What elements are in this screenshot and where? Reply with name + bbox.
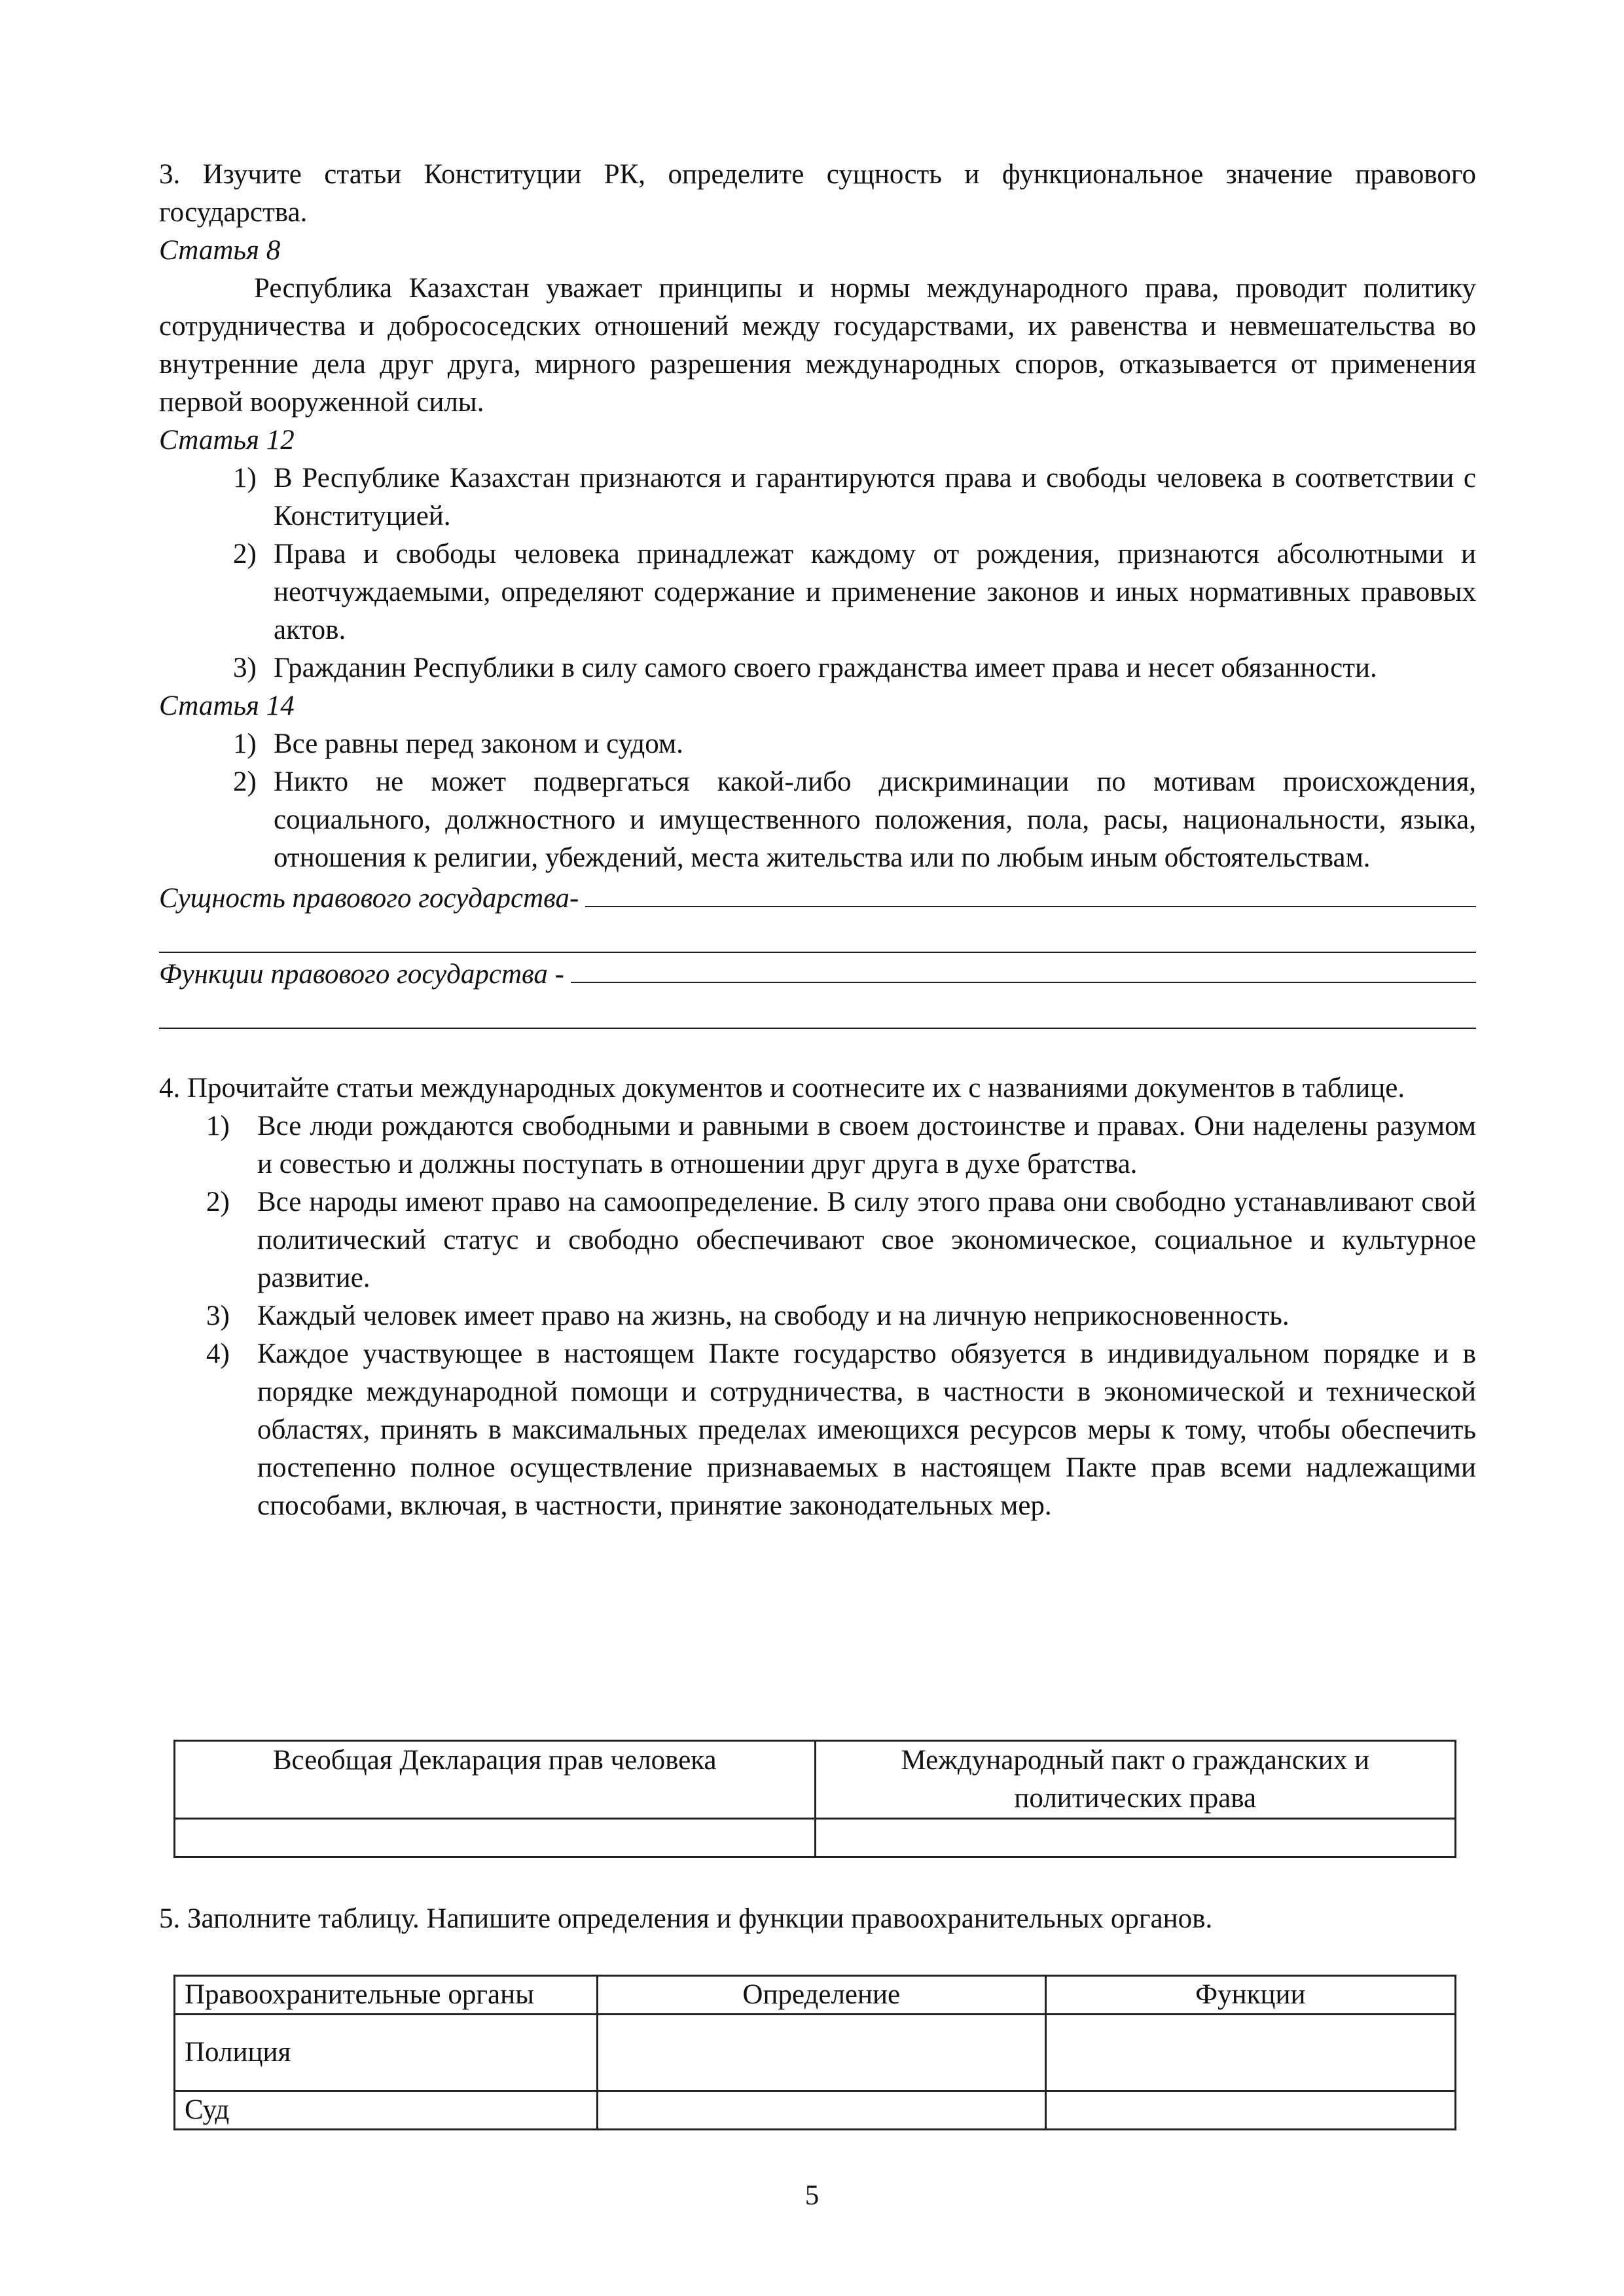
list-item [159, 1183, 1476, 1297]
page-number: 5 [804, 2180, 820, 2211]
list-text: Гражданин Республики в силу самого своего гражданства имеет права и несет обязанности. [274, 653, 1377, 683]
row-label-police: Полиция [175, 2015, 598, 2091]
row-label-court: Суд [175, 2091, 598, 2130]
list-number: 4) [206, 1338, 230, 1369]
list-number: 2) [206, 1187, 230, 1217]
table-header-cell: Функции [1045, 1976, 1455, 2015]
list-item [159, 535, 1476, 649]
article-8-title: Статья 8 [159, 235, 281, 266]
answer-underline-full[interactable] [159, 994, 1476, 1029]
functions-label: Функции правового государства - [159, 959, 564, 990]
article-14-list [159, 725, 1476, 877]
answer-cell[interactable] [175, 1819, 816, 1857]
list-text: Все люди рождаются свободными и равными в своем достоинстве и правах. Они наделены разумом и совестью и должны поступать в отношении друг друга в духе братства. [257, 1111, 1476, 1179]
table-header-cell: Международный пакт о гражданских и политических права [815, 1741, 1456, 1819]
table-header-cell: Всеобщая Декларация прав человека [175, 1741, 816, 1819]
table-header-cell: Правоохранительные органы [175, 1976, 598, 2015]
list-number: 1) [233, 728, 257, 759]
functions-answer-line[interactable] [159, 953, 1476, 994]
article-8-text: Республика Казахстан уважает принципы и нормы международного права, проводит политику сотрудничества и добрососедских отношений между государствами, их равенства и невмешательства во внутренние дела друг друга, мирного разрешения международных споров, отказывается от применения первой вооруженной силы. [159, 273, 1476, 418]
article-14-title: Статья 14 [159, 691, 295, 721]
answer-underline[interactable] [571, 953, 1476, 983]
answer-cell[interactable] [1045, 2015, 1455, 2091]
list-text: В Республике Казахстан признаются и гарантируются права и свободы человека в соответствии с Конституцией. [274, 463, 1476, 531]
list-number: 1) [206, 1111, 230, 1141]
list-text: Все равны перед законом и судом. [274, 728, 683, 759]
table-row [175, 1819, 1456, 1857]
table-header-cell: Определение [597, 1976, 1045, 2015]
task-3-section [159, 156, 1476, 1029]
table-row [175, 2091, 1456, 2130]
list-item [159, 1335, 1476, 1525]
list-text: Права и свободы человека принадлежат каждому от рождения, признаются абсолютными и неотчуждаемыми, определяют содержание и применение законов и иных нормативных правовых актов. [274, 539, 1476, 645]
article-12-list [159, 459, 1476, 687]
answer-cell[interactable] [1045, 2091, 1455, 2130]
list-number: 3) [233, 653, 257, 683]
list-text: Никто не может подвергаться какой-либо дискриминации по мотивам происхождения, социального, должностного и имущественного положения, пола, расы, национальности, языка, отношения к религии, убеждений, места жительства или по любым иным обстоятельствам. [274, 766, 1476, 873]
task-4-section [159, 1069, 1476, 1525]
list-item [159, 763, 1476, 877]
answer-underline[interactable] [585, 877, 1476, 907]
list-item [159, 1297, 1476, 1335]
answer-underline-full[interactable] [159, 918, 1476, 953]
essence-answer-line[interactable] [159, 877, 1476, 918]
list-number: 1) [233, 463, 257, 493]
list-number: 2) [233, 766, 257, 797]
answer-cell[interactable] [597, 2091, 1045, 2130]
task-3-prompt: 3. Изучите статьи Конституции РК, определите сущность и функциональное значение правового государства. [159, 159, 1476, 228]
task-4-prompt: 4. Прочитайте статьи международных документов и соотнесите их с названиями документов в таблице. [159, 1073, 1405, 1103]
article-12-title: Статья 12 [159, 425, 295, 456]
law-enforcement-table [173, 1975, 1456, 2130]
essence-label: Сущность правового государства- [159, 883, 579, 914]
list-text: Каждое участвующее в настоящем Пакте государство обязуется в индивидуальном порядке и в порядке международной помощи и сотрудничества, в частности в экономической и технической областях, принять в максимальных пределах имеющихся ресурсов меры к тому, чтобы обеспечить постепенно полное осуществление признаваемых в настоящем Пакте прав всеми надлежащими способами, включая, в частности, принятие законодательных мер. [257, 1338, 1476, 1521]
task-5-prompt: 5. Заполните таблицу. Напишите определения и функции правоохранительных органов. [159, 1903, 1213, 1934]
documents-table [173, 1740, 1456, 1858]
list-item [159, 1107, 1476, 1183]
table-header-row [175, 1741, 1456, 1819]
document-page [159, 156, 1476, 1525]
list-item [159, 459, 1476, 535]
task-4-list [159, 1107, 1476, 1525]
list-item [159, 725, 1476, 763]
table-header-row [175, 1976, 1456, 2015]
list-item [159, 649, 1476, 687]
list-number: 2) [233, 539, 257, 569]
list-text: Все народы имеют право на самоопределение. В силу этого права они свободно устанавливают свой политический статус и свободно обеспечивают свое экономическое, социальное и культурное развитие. [257, 1187, 1476, 1293]
table-row [175, 2015, 1456, 2091]
list-text: Каждый человек имеет право на жизнь, на свободу и на личную неприкосновенность. [257, 1300, 1290, 1331]
answer-cell[interactable] [815, 1819, 1456, 1857]
list-number: 3) [206, 1300, 230, 1331]
answer-cell[interactable] [597, 2015, 1045, 2091]
